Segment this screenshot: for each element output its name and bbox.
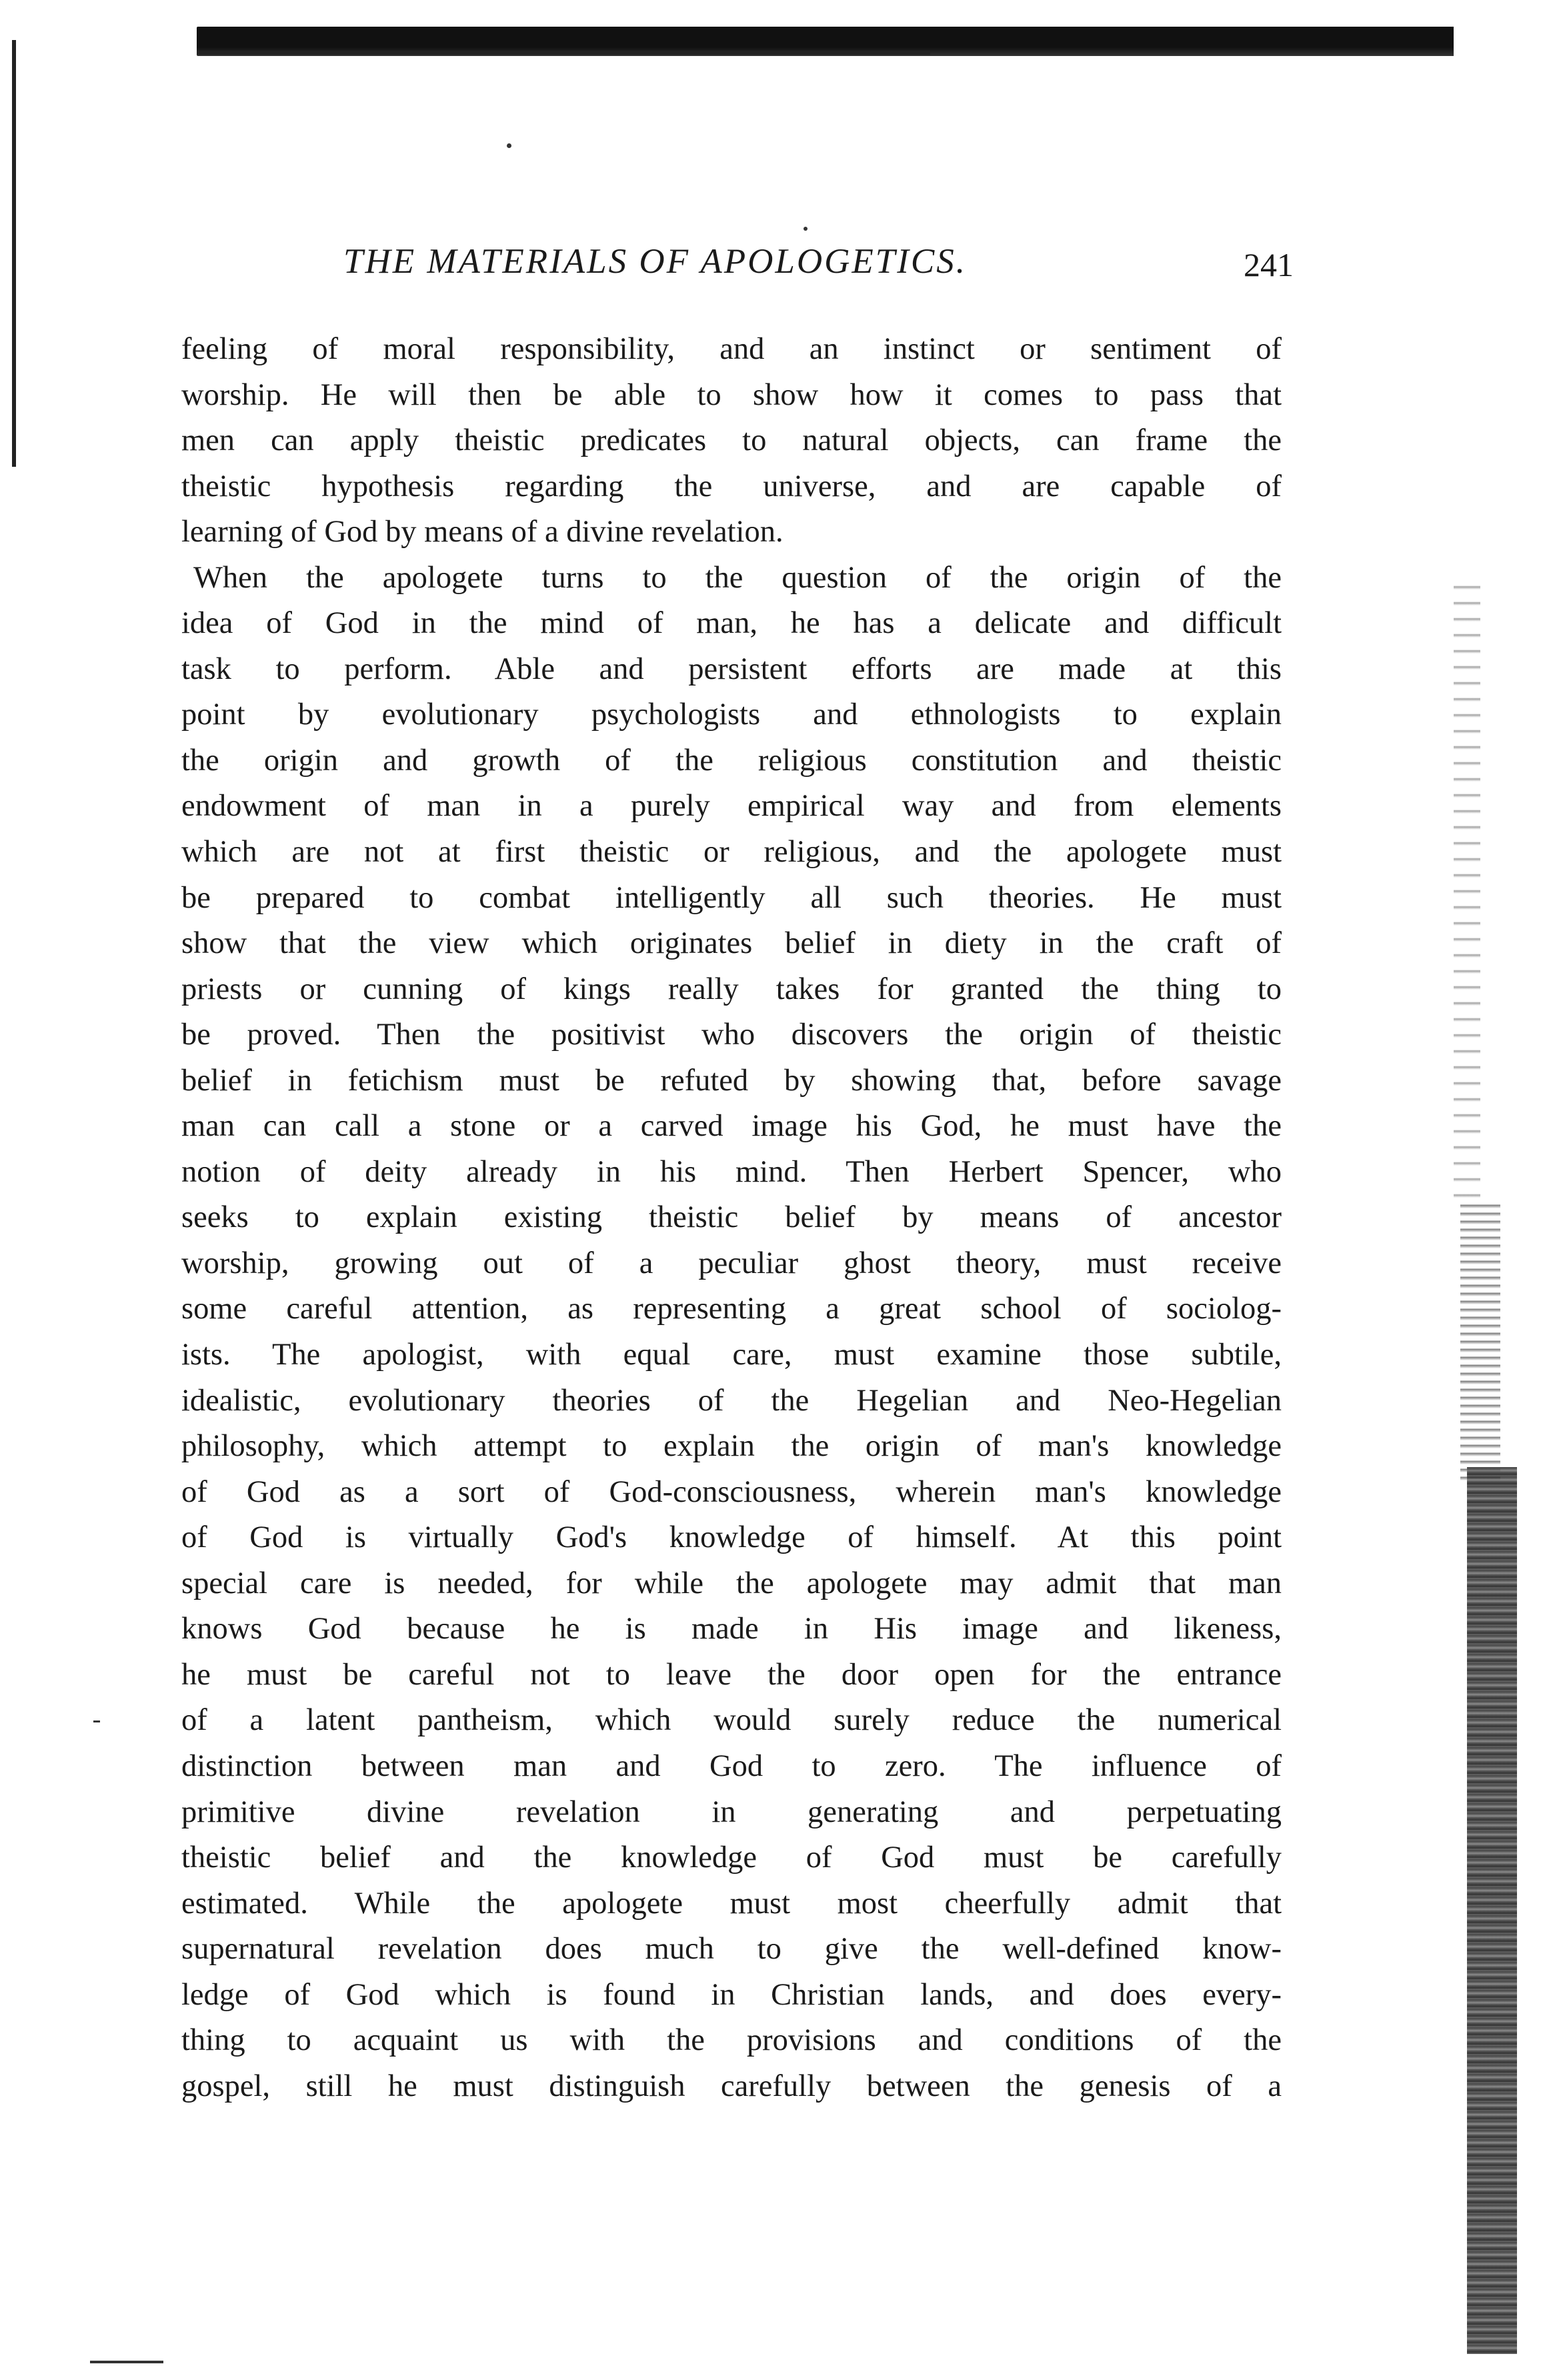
text-line: seeks to explain existing theistic belief by means of ancestor xyxy=(181,1200,1282,1235)
text-line: special care is needed, for while the apologete may admit that man xyxy=(181,1566,1282,1600)
text-line: thing to acquaint us with the provisions and conditions of the xyxy=(181,2023,1282,2058)
body-text xyxy=(181,327,1282,2109)
bottom-scan-mark xyxy=(90,2361,163,2363)
text-line: belief in fetichism must be refuted by showing that, before savage xyxy=(181,1063,1282,1098)
text-line: knows God because he is made in His image and likeness, xyxy=(181,1612,1282,1646)
top-scan-rule-thin xyxy=(197,51,930,55)
text-line: of God is virtually God's knowledge of himself. At this point xyxy=(181,1520,1282,1555)
text-line: be proved. Then the positivist who discovers the origin of theistic xyxy=(181,1018,1282,1052)
text-line: of God as a sort of God-consciousness, wherein man's knowledge xyxy=(181,1474,1282,1509)
text-line: gospel, still he must distinguish carefully between the genesis of a xyxy=(181,2069,1282,2103)
text-line: learning of God by means of a divine revelation. xyxy=(181,515,784,549)
text-line: idea of God in the mind of man, he has a delicate and difficult xyxy=(181,606,1282,641)
running-head: THE MATERIALS OF APOLOGETICS. xyxy=(343,242,967,281)
text-line: priests or cunning of kings really takes for granted the thing to xyxy=(181,972,1282,1006)
text-line: endowment of man in a purely empirical way and from elements xyxy=(181,789,1282,824)
text-line: ledge of God which is found in Christian lands, and does every- xyxy=(181,1977,1282,2012)
text-line: worship. He will then be able to show how it comes to pass that xyxy=(181,377,1282,412)
text-line: primitive divine revelation in generating and perpetuating xyxy=(181,1795,1282,1829)
text-line: philosophy, which attempt to explain the origin of man's knowledge xyxy=(181,1429,1282,1464)
text-line: estimated. While the apologete must most cheerfully admit that xyxy=(181,1886,1282,1921)
text-line: idealistic, evolutionary theories of the Hegelian and Neo-Hegelian xyxy=(181,1383,1282,1418)
text-line: some careful attention, as representing a great school of sociolog- xyxy=(181,1292,1282,1326)
text-line: of a latent pantheism, which would surely reduce the numerical xyxy=(181,1703,1282,1738)
scan-dash-mark xyxy=(93,1720,100,1722)
text-line: ists. The apologist, with equal care, must examine those subtile, xyxy=(181,1338,1282,1372)
text-line: which are not at first theistic or religious, and the apologete must xyxy=(181,835,1282,870)
page-number: 241 xyxy=(1244,246,1294,283)
margin-scan-noise xyxy=(1460,1200,1500,1480)
text-line: he must be careful not to leave the door open for the entrance xyxy=(181,1657,1282,1692)
left-scan-edge xyxy=(12,40,16,467)
text-line: feeling of moral responsibility, and an instinct or sentiment of xyxy=(181,332,1282,366)
text-line: distinction between man and God to zero. The influence of xyxy=(181,1748,1282,1783)
text-line: the origin and growth of the religious constitution and theistic xyxy=(181,743,1282,778)
text-line: notion of deity already in his mind. Then Herbert Spencer, who xyxy=(181,1154,1282,1189)
text-line: theistic belief and the knowledge of God must be carefully xyxy=(181,1841,1282,1875)
text-line: When the apologete turns to the question of the origin of the xyxy=(193,560,1282,595)
scan-speck xyxy=(507,143,511,148)
scan-speck xyxy=(804,227,808,231)
margin-scan-noise xyxy=(1467,1467,1517,2354)
text-line: theistic hypothesis regarding the universe, and are capable of xyxy=(181,469,1282,503)
text-line: point by evolutionary psychologists and ethnologists to explain xyxy=(181,698,1282,732)
text-line: task to perform. Able and persistent efforts are made at this xyxy=(181,652,1282,686)
page-header xyxy=(180,233,1294,300)
text-line: man can call a stone or a carved image his God, he must have the xyxy=(181,1109,1282,1144)
text-line: supernatural revelation does much to give the well-defined know- xyxy=(181,1932,1282,1967)
text-line: men can apply theistic predicates to natural objects, can frame the xyxy=(181,423,1282,458)
text-line: show that the view which originates belief in diety in the craft of xyxy=(181,926,1282,961)
text-line: worship, growing out of a peculiar ghost theory, must receive xyxy=(181,1246,1282,1280)
text-line: be prepared to combat intelligently all such theories. He must xyxy=(181,880,1282,915)
margin-scan-noise xyxy=(1454,573,1480,1200)
